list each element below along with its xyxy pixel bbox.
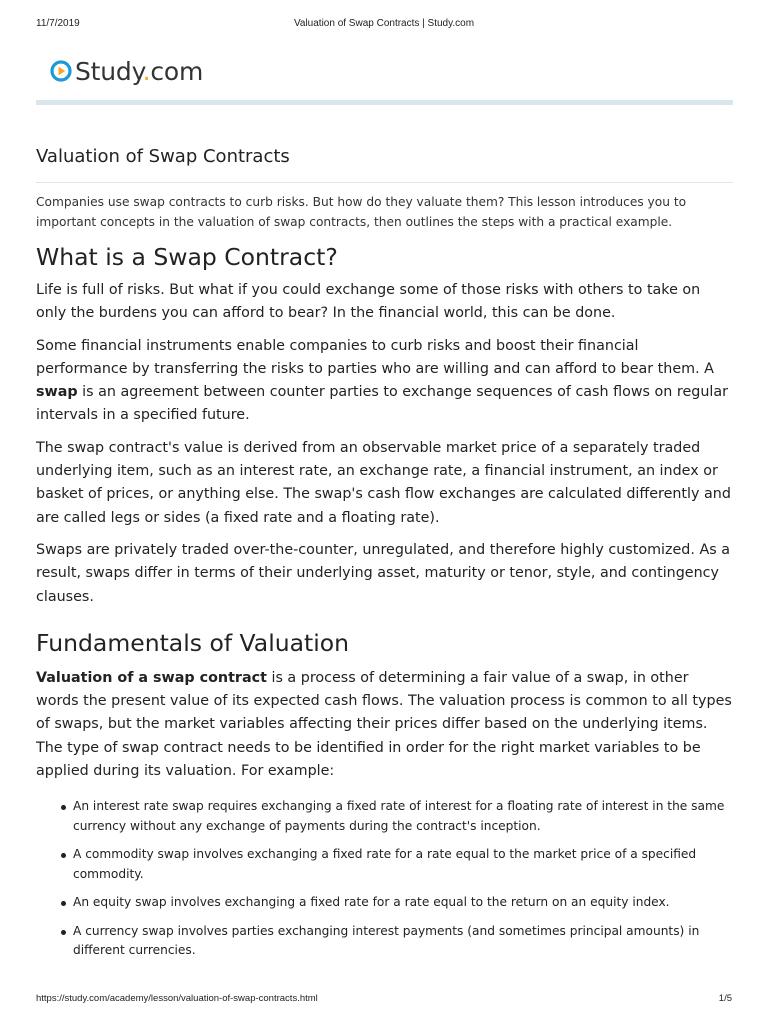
print-date: 11/7/2019: [36, 18, 80, 29]
paragraph: [36, 335, 733, 428]
list-item-text: A currency swap involves parties exchanging interest payments (and sometimes principal amounts) in different currencies.: [73, 923, 700, 958]
paragraph-text: is an agreement between counter parties to exchange sequences of cash flows on regular intervals in a specified future.: [36, 384, 729, 424]
header-divider: [36, 100, 733, 105]
play-circle-icon: [50, 60, 72, 82]
print-header: [36, 18, 732, 32]
bullet-icon: [61, 930, 66, 935]
list-item: [73, 797, 733, 836]
list-item: [73, 893, 733, 913]
list-item: [73, 845, 733, 884]
page-number: 1/5: [718, 993, 732, 1004]
bullet-icon: [61, 805, 66, 810]
paragraph: [36, 667, 733, 783]
bold-term-swap: swap: [36, 384, 78, 401]
study-logo[interactable]: [50, 55, 203, 87]
bold-term-valuation: Valuation of a swap contract: [36, 669, 267, 686]
swap-types-list: [36, 797, 733, 961]
bullet-icon: [61, 853, 66, 858]
list-item-text: An equity swap involves exchanging a fixed rate for a rate equal to the return on an equity index.: [73, 895, 670, 910]
paragraph: The swap contract's value is derived from an observable market price of a separately traded underlying item, such as an interest rate, an exchange rate, a financial instrument, an index or basket of prices, or anything else. The swap's cash flow exchanges are calculated differently and are called legs or sides (a fixed rate and a floating rate).: [36, 439, 731, 526]
lesson-intro: Companies use swap contracts to curb risks. But how do they valuate them? This lesson introduces you to important concepts in the valuation of swap contracts, then outlines the steps with a practical example.: [36, 195, 687, 229]
logo-text-dot: .: [142, 56, 151, 86]
article-content: [36, 145, 733, 970]
list-item-text: A commodity swap involves exchanging a fixed rate for a rate equal to the market price of a specified commodity.: [73, 847, 697, 881]
title-divider: [36, 182, 733, 183]
section-heading-fundamentals: Fundamentals of Valuation: [36, 628, 350, 657]
page-title: Valuation of Swap Contracts: [36, 146, 290, 167]
paragraph-text: is a process of determining a fair value of a swap, in other words the present value of its expected cash flows. The valuation process is common to all types of swaps, but the market variables affecting their prices differ based on the underlying items. The type of swap contract needs to be identified in order for the right market variables to be applied during its valuation. For example:: [36, 669, 732, 780]
list-item-text: An interest rate swap requires exchanging a fixed rate of interest for a floating rate of interest in the same currency without any exchange of payments during the contract's inception.: [73, 799, 725, 833]
paragraph: Swaps are privately traded over-the-counter, unregulated, and therefore highly customized. As a result, swaps differ in terms of their underlying asset, maturity or tenor, style, and contingency clauses.: [36, 541, 731, 605]
paragraph-text: Some financial instruments enable companies to curb risks and boost their financial performance by transferring the risks to parties who are willing and can afford to bear them. A: [36, 337, 714, 377]
print-footer: [36, 993, 732, 1007]
logo-text-com: com: [150, 56, 204, 86]
logo-text-main: Study: [75, 56, 143, 86]
section-heading-swap-contract: What is a Swap Contract?: [36, 243, 338, 271]
print-page-title: Valuation of Swap Contracts | Study.com: [293, 18, 475, 29]
logo-text: [75, 57, 203, 86]
page-url-link[interactable]: https://study.com/academy/lesson/valuation-of-swap-contracts.html: [36, 993, 318, 1004]
bullet-icon: [61, 901, 66, 906]
paragraph: Life is full of risks. But what if you could exchange some of those risks with others to take on only the burdens you can afford to bear? In the financial world, this can be done.: [36, 282, 701, 322]
list-item: [73, 922, 733, 961]
